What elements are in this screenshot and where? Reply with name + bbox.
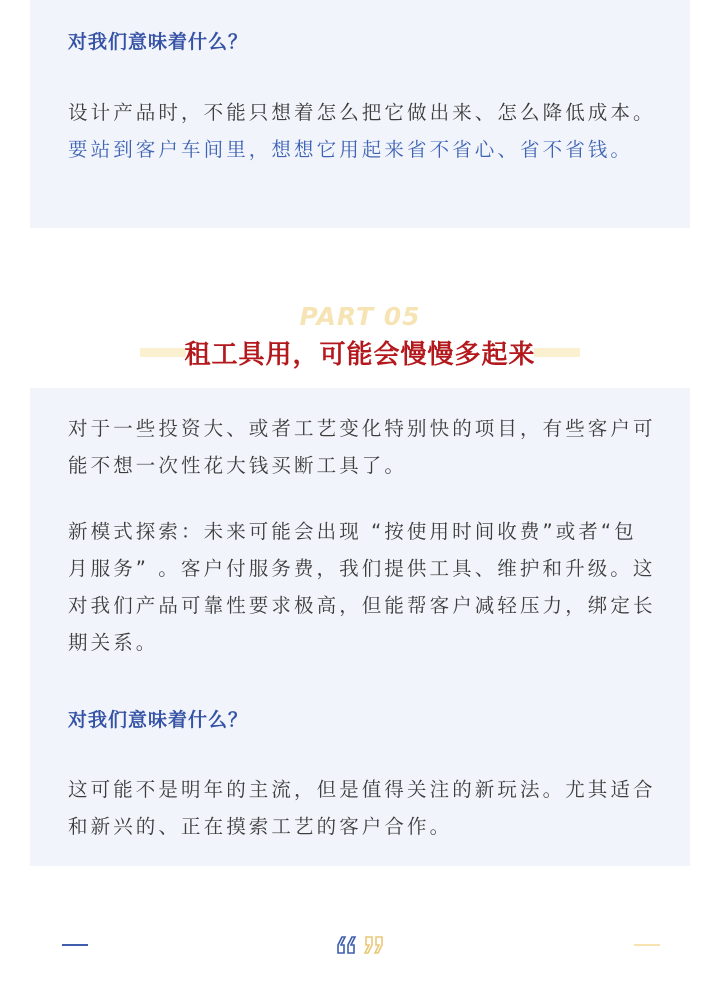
- card-paragraph-2: 新模式探索：未来可能会出现 “按使用时间收费”或者“包月服务” 。客户付服务费，我们提供工具、维护和升级。这对我们产品可靠性要求极高，但能帮客户减轻压力，绑定长期关系。: [68, 520, 656, 654]
- card-heading: 对我们意味着什么？: [68, 31, 249, 53]
- info-card-2: [30, 388, 690, 866]
- card-paragraph: [68, 94, 658, 168]
- section-title: 租工具用，可能会慢慢多起来: [184, 340, 536, 370]
- info-card-1: [30, 0, 690, 228]
- footer-divider-right: [634, 944, 660, 946]
- card-heading: 对我们意味着什么？: [68, 709, 249, 731]
- paragraph-text: 设计产品时，不能只想着怎么把它做出来、怎么降低成本。: [68, 101, 656, 124]
- card-paragraph-1: 对于一些投资大、或者工艺变化特别快的项目，有些客户可能不想一次性花大钱买断工具了。: [68, 417, 656, 477]
- section-number: PART 05: [299, 302, 421, 331]
- quote-marks-icon: [334, 931, 386, 959]
- card-paragraph-3: 这可能不是明年的主流，但是值得关注的新玩法。尤其适合和新兴的、正在摸索工艺的客户合作。: [68, 778, 656, 838]
- highlighted-text: 要站到客户车间里，想想它用起来省不省心、省不省钱。: [68, 138, 634, 161]
- section-header: [0, 334, 720, 374]
- footer-divider-left: [62, 944, 88, 946]
